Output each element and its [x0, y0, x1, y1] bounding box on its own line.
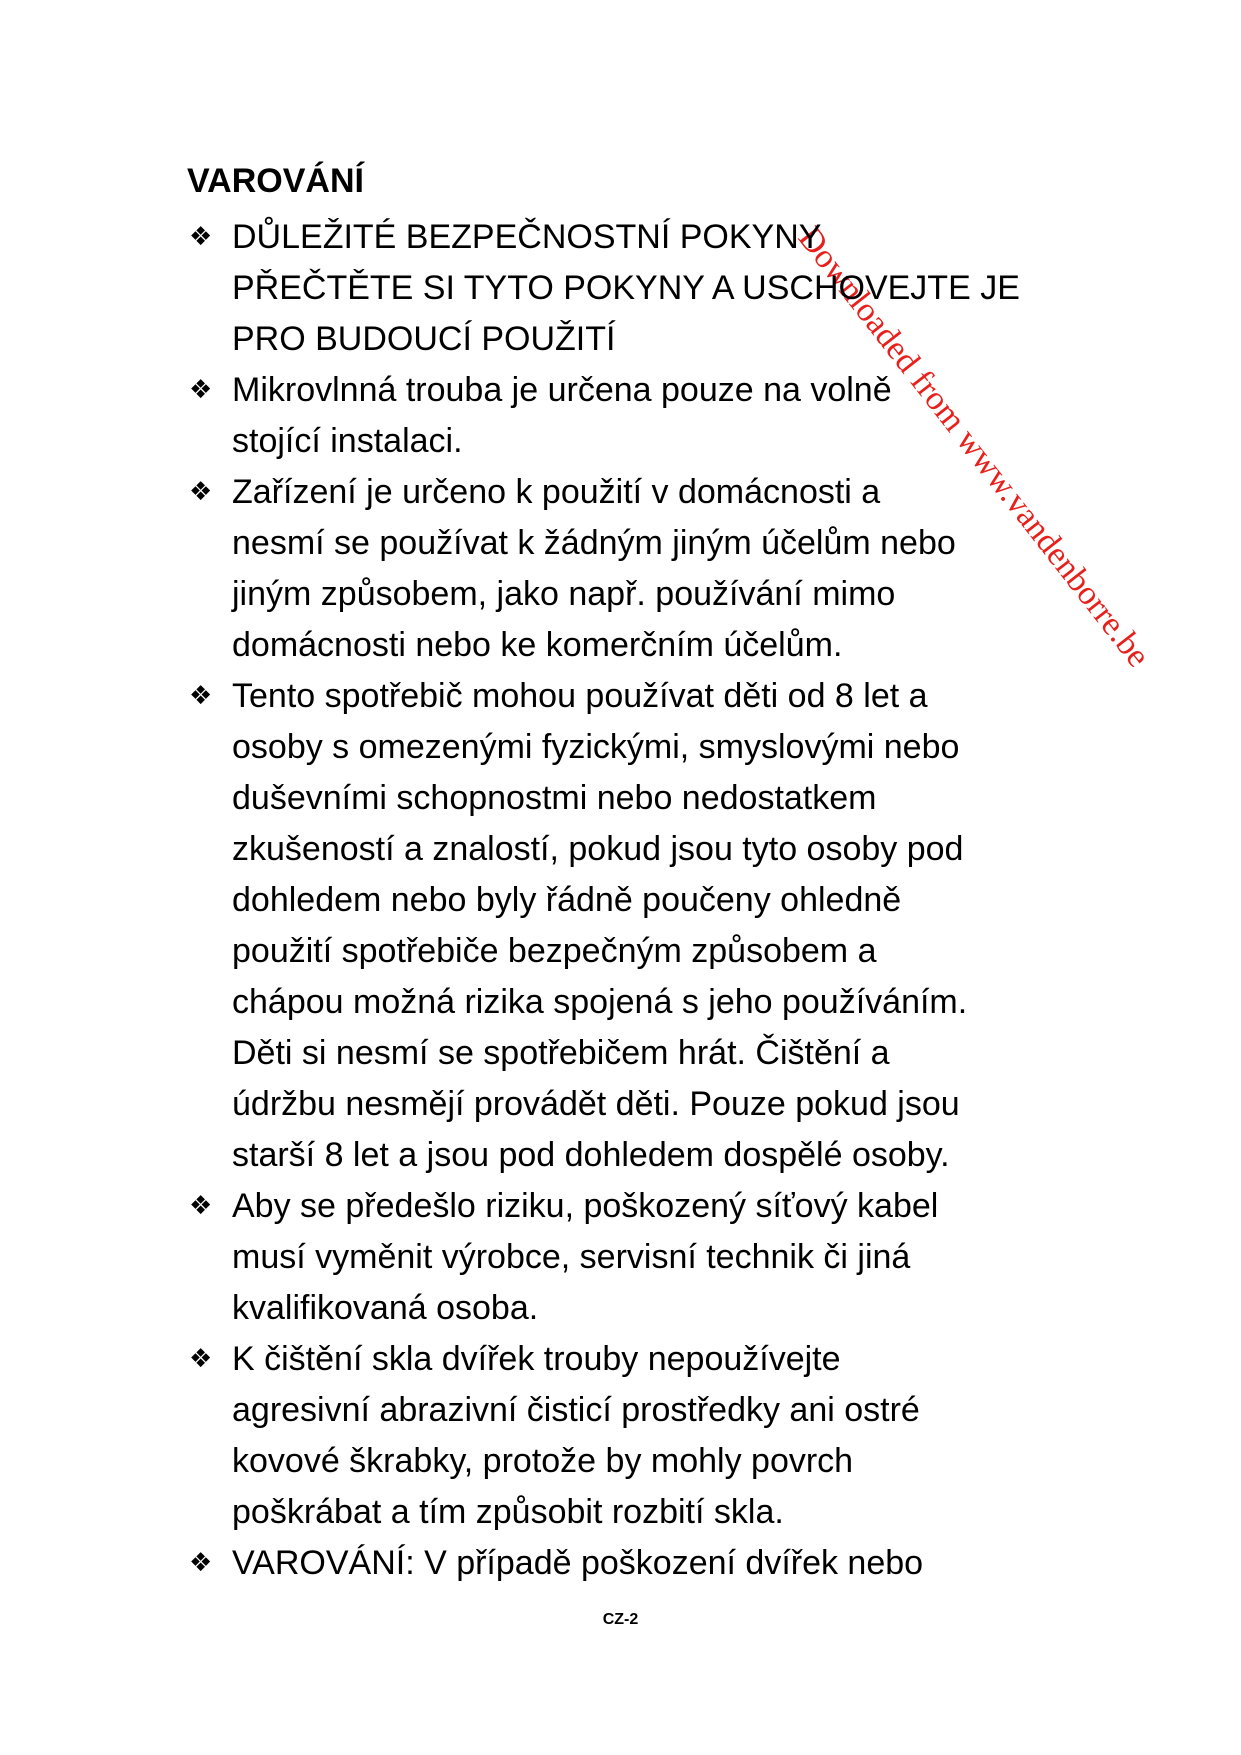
list-item-text: VAROVÁNÍ: V případě poškození dvířek nebo [232, 1544, 924, 1582]
list-item [187, 467, 1087, 671]
diamond-bullet-icon: ❖ [189, 477, 213, 507]
list-item-text: Zařízení je určeno k použití v domácnosti a nesmí se používat k žádným jiným účelům nebo jiným způsobem, jako např. používání mimo domácnosti nebo ke komerčním účelům. [232, 473, 956, 664]
list-item-text: DŮLEŽITÉ BEZPEČNOSTNÍ POKYNY PŘEČTĚTE SI TYTO POKYNY A USCHOVEJTE JE PRO BUDOUCÍ POUŽITÍ [232, 218, 1020, 358]
warning-list [187, 212, 1087, 1589]
list-item [187, 1181, 1087, 1334]
section-heading: VAROVÁNÍ [187, 162, 364, 200]
list-item-text: Mikrovlnná trouba je určena pouze na volně stojící instalaci. [232, 371, 892, 460]
list-item [187, 671, 1087, 1181]
diamond-bullet-icon: ❖ [189, 1191, 213, 1221]
diamond-bullet-icon: ❖ [189, 1548, 213, 1578]
diamond-bullet-icon: ❖ [189, 222, 213, 252]
diamond-bullet-icon: ❖ [189, 375, 213, 405]
list-item-text: Tento spotřebič mohou používat děti od 8 let a osoby s omezenými fyzickými, smyslovými nebo duševními schopnostmi nebo nedostatkem zkušeností a znalostí, pokud jsou tyto osoby pod dohledem nebo byly řádně poučeny ohledně použití spotřebiče bezpečným způsobem a chápou možná rizika spojená s jeho používáním. Děti si nesmí se spotřebičem hrát. Čištění a údržbu nesmějí provádět děti. Pouze pokud jsou starší 8 let a jsou pod dohledem dospělé osoby. [232, 677, 968, 1174]
warning-section [187, 158, 1087, 1589]
list-item [187, 212, 1087, 365]
list-item [187, 1538, 1087, 1589]
list-item [187, 1334, 1087, 1538]
list-item-text: Aby se předešlo riziku, poškozený síťový kabel musí vyměnit výrobce, servisní technik či jiná kvalifikovaná osoba. [232, 1187, 939, 1327]
diamond-bullet-icon: ❖ [189, 1344, 213, 1374]
list-item-text: K čištění skla dvířek trouby nepoužívejte agresivní abrazivní čisticí prostředky ani ostré kovové škrabky, protože by mohly povrch poškrábat a tím způsobit rozbití skla. [232, 1340, 920, 1531]
watermark: Downloaded from www.vandenborre.be [790, 220, 1157, 675]
page-number: CZ-2 [602, 1611, 639, 1628]
diamond-bullet-icon: ❖ [189, 681, 213, 711]
list-item [187, 365, 1087, 467]
